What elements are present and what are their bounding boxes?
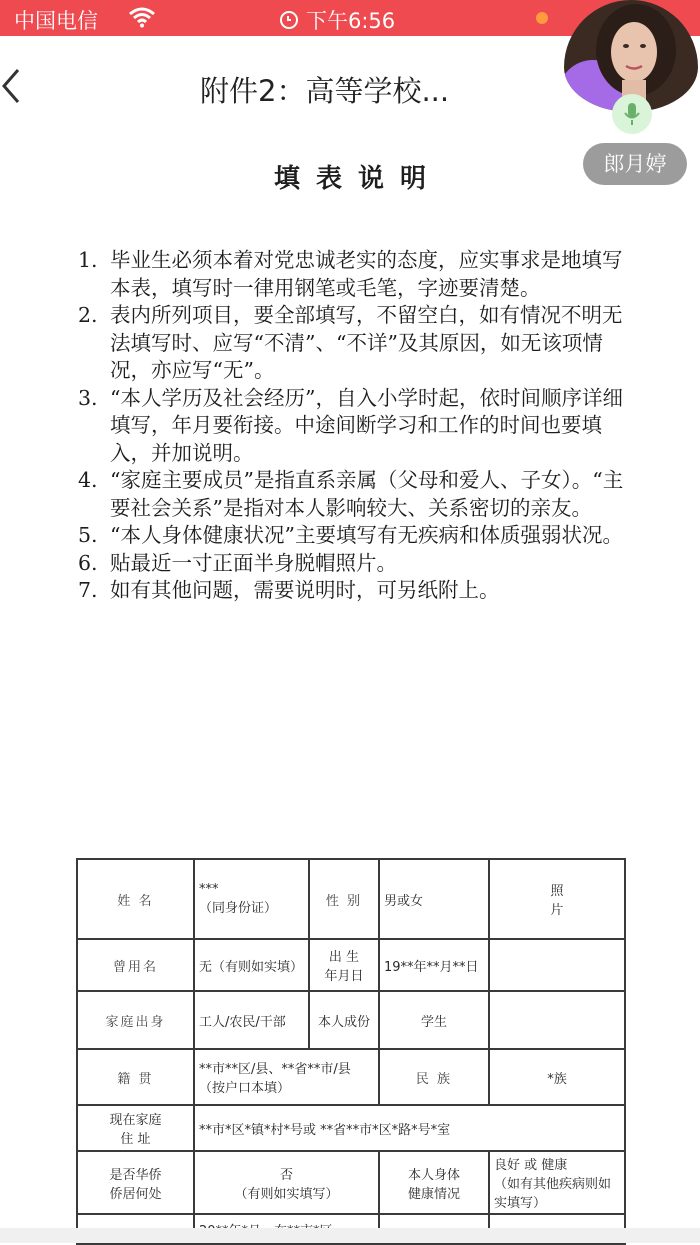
overseas-value: 否 （有则如实填写） bbox=[194, 1151, 379, 1214]
empty-cell bbox=[489, 991, 625, 1049]
table-row bbox=[77, 1049, 625, 1105]
health-value: 良好 或 健康 （如有其他疾病则如实填写） bbox=[489, 1151, 625, 1214]
photo-cell: 照 片 bbox=[489, 859, 625, 939]
health-label: 本人身体 健康情况 bbox=[379, 1151, 489, 1214]
wifi-icon bbox=[128, 6, 156, 32]
empty-cell bbox=[489, 939, 625, 991]
gender-value: 男或女 bbox=[379, 859, 489, 939]
name-value: *** （同身份证） bbox=[194, 859, 309, 939]
identity-label: 本人成份 bbox=[309, 991, 379, 1049]
native-place-label: 籍 贯 bbox=[77, 1049, 194, 1105]
native-place-value: **市**区/县、**省**市/县（按户口本填） bbox=[194, 1049, 379, 1105]
address-label: 现在家庭 住 址 bbox=[77, 1105, 194, 1151]
microphone-button[interactable] bbox=[612, 94, 652, 134]
page-bottom-edge bbox=[0, 1228, 700, 1243]
document-heading: 填表说明 bbox=[273, 164, 442, 194]
list-item: 2. 表内所列项目，要全部填写，不留空白，如有情况不明无法填写时、应写“不清”、“不详”及其原因，如无该项情况，亦应写“无”。 bbox=[78, 303, 623, 382]
table-row bbox=[77, 939, 625, 991]
overseas-label: 是否华侨 侨居何处 bbox=[77, 1151, 194, 1214]
identity-value: 学生 bbox=[379, 991, 489, 1049]
table-row bbox=[77, 1151, 625, 1214]
page-title: 附件2：高等学校... bbox=[200, 74, 450, 108]
family-origin-value: 工人/农民/干部 bbox=[194, 991, 309, 1049]
gender-label: 性 别 bbox=[309, 859, 379, 939]
instruction-list bbox=[78, 247, 638, 605]
alarm-icon bbox=[280, 11, 298, 29]
name-label: 姓 名 bbox=[77, 859, 194, 939]
list-item: 3. “本人学历及社会经历”，自入小学时起，依时间顺序详细填写，年月要衔接。中途间断学习和工作的时间也要填入，并加说明。 bbox=[78, 385, 623, 465]
ethnic-value: *族 bbox=[489, 1049, 625, 1105]
carrier-label: 中国电信 bbox=[14, 9, 98, 33]
notification-dot-icon bbox=[536, 12, 548, 24]
family-origin-label: 家庭出身 bbox=[77, 991, 194, 1049]
list-item: 1. 毕业生必须本着对党忠诚老实的态度，应实事求是地填写本表，填写时一律用钢笔或毛笔，字迹要清楚。 bbox=[78, 248, 623, 300]
former-name-value: 无（有则如实填） bbox=[194, 939, 309, 991]
chevron-left-icon[interactable] bbox=[0, 66, 30, 106]
address-value: **市*区*镇*村*号或 **省**市*区*路*号*室 bbox=[194, 1105, 625, 1151]
status-time: 下午6:56 bbox=[306, 9, 396, 33]
microphone-icon bbox=[624, 102, 640, 126]
list-item: 4. “家庭主要成员”是指直系亲属（父母和爱人、子女）。“主要社会关系”是指对本人影响较大、关系密切的亲友。 bbox=[78, 468, 624, 520]
table-row bbox=[77, 1105, 625, 1151]
birth-label: 出 生 年月日 bbox=[309, 939, 379, 991]
list-item: 5. “本人身体健康状况”主要填写有无疾病和体质强弱状况。 bbox=[78, 523, 623, 547]
list-item: 6. 贴最近一寸正面半身脱帽照片。 bbox=[78, 550, 397, 575]
former-name-label: 曾用名 bbox=[77, 939, 194, 991]
ethnic-label: 民 族 bbox=[379, 1049, 489, 1105]
table-row bbox=[77, 859, 625, 939]
registration-form-table bbox=[76, 858, 626, 1245]
birth-value: 19**年**月**日 bbox=[379, 939, 489, 991]
caller-name-pill[interactable]: 郎月婷 bbox=[583, 143, 687, 185]
table-row bbox=[77, 991, 625, 1049]
list-item: 7. 如有其他问题，需要说明时，可另纸附上。 bbox=[78, 578, 500, 602]
